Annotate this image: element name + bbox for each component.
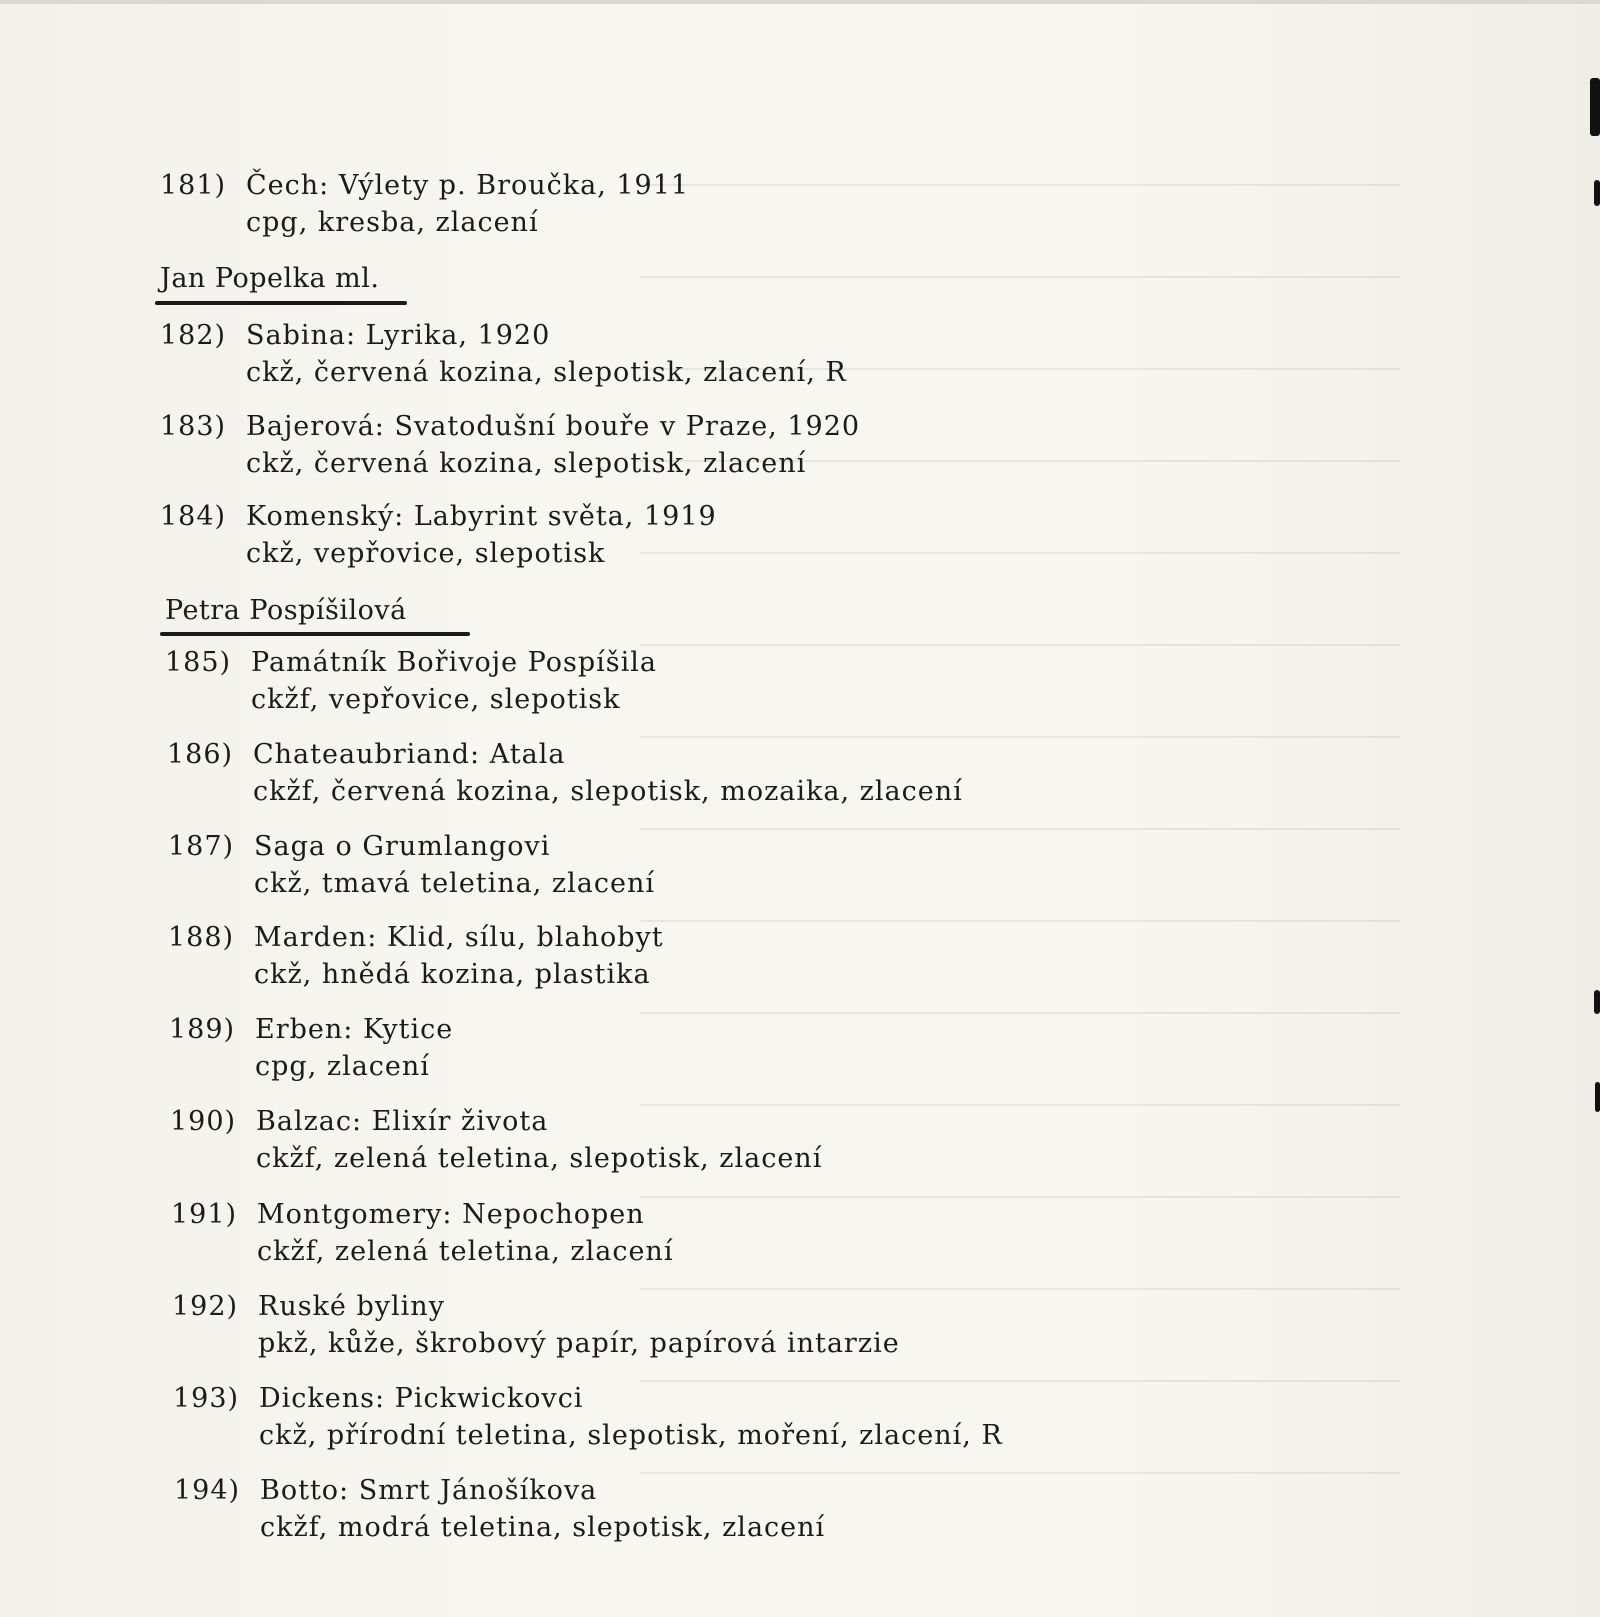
entry-title: Ruské byliny — [258, 1291, 445, 1322]
entry-title: Bajerová: Svatodušní bouře v Praze, 1920 — [246, 411, 861, 442]
entry-description: ckž, červená kozina, slepotisk, zlacení — [246, 448, 807, 479]
entry-description: ckž, vepřovice, slepotisk — [246, 538, 606, 569]
entry-title: Komenský: Labyrint světa, 1919 — [246, 501, 717, 532]
section-heading: Jan Popelka ml. — [160, 263, 380, 294]
entry-title: Čech: Výlety p. Broučka, 1911 — [246, 170, 690, 201]
entry-number: 191) — [171, 1199, 238, 1230]
entry-number: 190) — [170, 1106, 237, 1137]
entry-title: Montgomery: Nepochopen — [257, 1199, 645, 1230]
entry-number: 192) — [172, 1291, 239, 1322]
entry-number: 187) — [168, 831, 235, 862]
entry-title: Dickens: Pickwickovci — [259, 1383, 584, 1414]
section-heading: Petra Pospíšilová — [165, 595, 407, 626]
entry-title: Botto: Smrt Jánošíkova — [260, 1475, 598, 1506]
binding-mark — [1590, 78, 1600, 136]
entry-description: ckž, červená kozina, slepotisk, zlacení, R — [246, 357, 847, 388]
heading-underline — [160, 632, 470, 636]
entry-title: Památník Bořivoje Pospíšila — [251, 647, 657, 678]
entry-description: cpg, zlacení — [255, 1051, 430, 1082]
binding-mark — [1594, 180, 1600, 206]
entry-description: ckžf, červená kozina, slepotisk, mozaika, zlacení — [253, 776, 963, 807]
entry-description: ckžf, zelená teletina, zlacení — [257, 1236, 674, 1267]
entry-number: 183) — [160, 411, 227, 442]
entry-number: 194) — [174, 1475, 241, 1506]
entry-number: 188) — [168, 922, 235, 953]
entry-number: 189) — [169, 1014, 236, 1045]
binding-mark — [1594, 990, 1600, 1014]
entry-title: Sabina: Lyrika, 1920 — [246, 320, 551, 351]
entry-title: Balzac: Elixír života — [256, 1106, 549, 1137]
entry-description: pkž, kůže, škrobový papír, papírová intarzie — [258, 1328, 900, 1359]
entry-description: ckž, hnědá kozina, plastika — [254, 959, 651, 990]
entry-title: Erben: Kytice — [255, 1014, 454, 1045]
entry-description: ckžf, vepřovice, slepotisk — [251, 684, 621, 715]
entry-description: ckžf, modrá teletina, slepotisk, zlacení — [260, 1512, 826, 1543]
entry-description: ckžf, zelená teletina, slepotisk, zlacení — [256, 1143, 823, 1174]
binding-mark — [1595, 1082, 1600, 1112]
entry-number: 181) — [160, 170, 227, 201]
entry-description: ckž, přírodní teletina, slepotisk, moření, zlacení, R — [259, 1420, 1003, 1451]
entry-description: cpg, kresba, zlacení — [246, 207, 539, 238]
entry-number: 193) — [173, 1383, 240, 1414]
entry-number: 182) — [160, 320, 227, 351]
entry-title: Marden: Klid, sílu, blahobyt — [254, 922, 664, 953]
entry-title: Chateaubriand: Atala — [253, 739, 566, 770]
entry-number: 184) — [160, 501, 227, 532]
entry-number: 186) — [167, 739, 234, 770]
entry-number: 185) — [165, 647, 232, 678]
entry-description: ckž, tmavá teletina, zlacení — [254, 868, 656, 899]
entry-title: Saga o Grumlangovi — [254, 831, 551, 862]
heading-underline — [155, 301, 407, 305]
page-top-edge — [0, 0, 1600, 4]
